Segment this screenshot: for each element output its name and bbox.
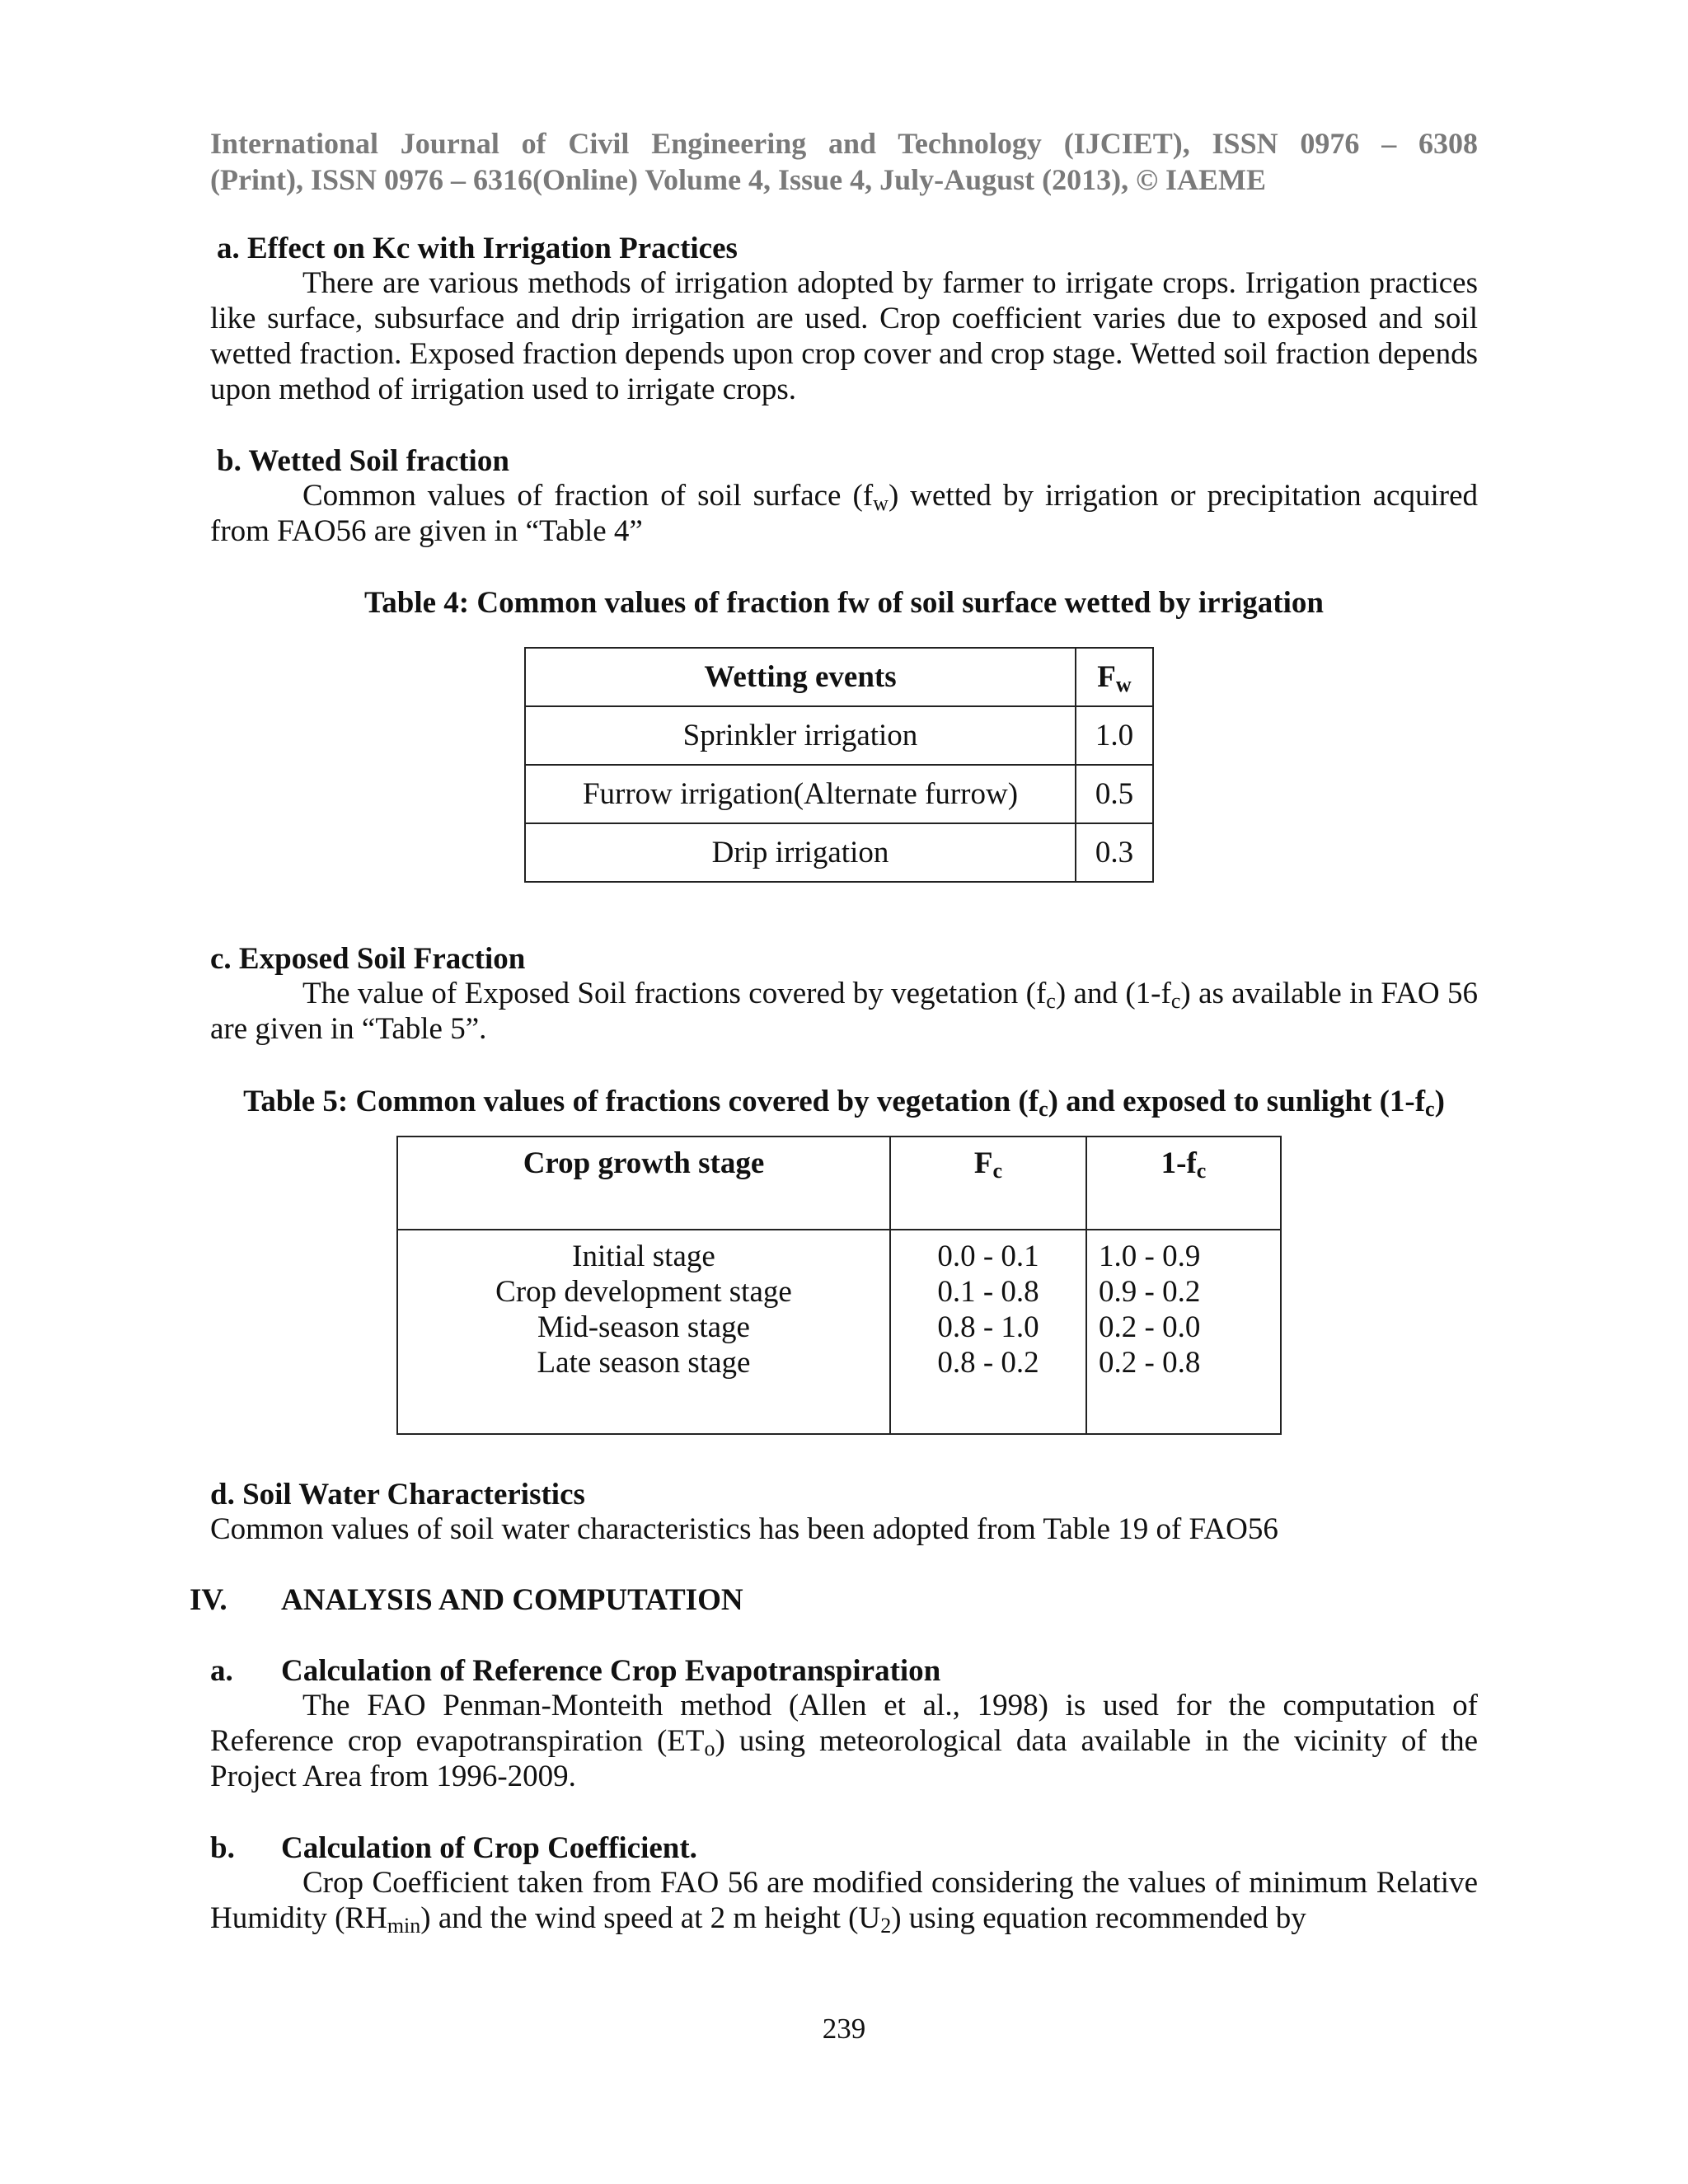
table-5-one-minus-fc: 0.9 - 0.2	[1099, 1275, 1201, 1309]
table-5-fc-cell	[890, 1230, 1086, 1434]
table-4-caption: Table 4: Common values of fraction fw of soil surface wetted by irrigation	[363, 586, 1324, 620]
table-5	[396, 1136, 1282, 1435]
table-5-col-one-minus-fc-main: 1-f	[1160, 1146, 1197, 1180]
section-d-paragraph: Common values of soil water characteristics has been adopted from Table 19 of FAO56	[210, 1512, 1278, 1546]
section-a-heading: a. Effect on Kc with Irrigation Practices	[217, 232, 738, 265]
journal-header	[210, 125, 1478, 198]
section-c-sub-2: c	[1170, 989, 1181, 1013]
table-5-stage: Mid-season stage	[537, 1310, 750, 1344]
subsection-b-sub-2: 2	[880, 1914, 892, 1938]
table-5-header-row	[397, 1137, 1281, 1230]
table-4-col-events: Wetting events	[525, 648, 1076, 706]
table-5-col-fc-sub: c	[992, 1159, 1003, 1183]
table-5-one-minus-fc: 0.2 - 0.0	[1099, 1310, 1201, 1344]
table-5-caption-2: ) and exposed to sunlight (1-f	[1048, 1085, 1426, 1118]
table-5-caption-sub-1: c	[1039, 1097, 1048, 1121]
table-5-caption-sub-2: c	[1425, 1097, 1435, 1121]
table-5-caption-3: )	[1434, 1085, 1445, 1118]
subsection-a-number: a.	[210, 1654, 233, 1688]
section-c-text-2: ) and (1-f	[1055, 977, 1171, 1010]
table-row	[525, 706, 1153, 765]
table-4-fw: 1.0	[1076, 706, 1153, 765]
subsection-a-sub: o	[704, 1736, 715, 1760]
section-d-heading: d. Soil Water Characteristics	[210, 1478, 585, 1511]
table-5-fc: 0.8 - 0.2	[937, 1346, 1039, 1380]
table-4-col-fw	[1076, 648, 1153, 706]
table-5-fc: 0.8 - 1.0	[937, 1310, 1039, 1344]
table-5-one-minus-fc: 0.2 - 0.8	[1099, 1346, 1201, 1380]
section-b-text-1: Common values of fraction of soil surface (f	[302, 479, 874, 513]
section-a-text: There are various methods of irrigation adopted by farmer to irrigate crops. Irrigation practices like surface, subsurface and drip irrigation are used. Crop coefficient varies due to exposed and soil wetted fraction. Exposed fraction depends upon crop cover and crop stage. Wetted soil fraction depends upon method of irrigation used to irrigate crops.	[210, 266, 1478, 406]
subsection-b-sub-1: min	[387, 1914, 421, 1938]
table-4-col-fw-sub: w	[1115, 673, 1132, 696]
table-4-col-fw-main: F	[1097, 660, 1116, 694]
table-4-event: Sprinkler irrigation	[525, 706, 1076, 765]
table-4-fw: 0.5	[1076, 765, 1153, 823]
table-5-stage-cell	[397, 1230, 890, 1434]
table-5-fc: 0.1 - 0.8	[937, 1275, 1039, 1309]
table-4	[524, 647, 1154, 883]
section-c-paragraph	[210, 976, 1478, 1047]
subsection-b-text-1: Crop Coefficient taken from FAO 56 are modified considering the values of minimum Relative Humidity (RH	[210, 1866, 1478, 1935]
subsection-b-number: b.	[210, 1831, 235, 1865]
subsection-b-text-2: ) and the wind speed at 2 m height (U	[420, 1901, 881, 1935]
subsection-a-text-1: The FAO Penman-Monteith method (Allen et al., 1998) is used for the computation of Reference crop evapotranspiration (ET	[210, 1689, 1478, 1758]
subsection-b-heading: Calculation of Crop Coefficient.	[281, 1831, 697, 1865]
section-iv-number: IV.	[190, 1583, 227, 1617]
table-4-fw: 0.3	[1076, 823, 1153, 882]
section-iv-heading: ANALYSIS AND COMPUTATION	[281, 1583, 743, 1617]
table-5-one-minus-fc: 1.0 - 0.9	[1099, 1240, 1201, 1273]
table-4-event: Drip irrigation	[525, 823, 1076, 882]
table-5-caption	[0, 1084, 1688, 1120]
subsection-b-text-3: ) using equation recommended by	[891, 1901, 1306, 1935]
table-4-event: Furrow irrigation(Alternate furrow)	[525, 765, 1076, 823]
table-5-one-minus-fc-cell	[1086, 1230, 1281, 1434]
section-b-text-2: ) wetted by irrigation or precipitation acquired from FAO56 are given in “Table 4”	[210, 479, 1478, 548]
journal-header-line-1: International Journal of Civil Engineering and Technology (IJCIET), ISSN 0976 – 6308	[210, 127, 1478, 160]
table-5-fc: 0.0 - 0.1	[937, 1240, 1039, 1273]
section-c-text-3: ) as available in FAO 56 are given in “Table 5”.	[210, 977, 1479, 1046]
subsection-a-text-2: ) using meteorological data available in the vicinity of the Project Area from 1996-2009.	[210, 1724, 1478, 1793]
section-b-heading: b. Wetted Soil fraction	[217, 444, 509, 478]
table-row	[525, 823, 1153, 882]
table-5-col-one-minus-fc	[1086, 1137, 1281, 1230]
table-5-col-one-minus-fc-sub: c	[1196, 1159, 1207, 1183]
table-5-col-fc-main: F	[973, 1146, 993, 1180]
subsection-a-paragraph	[210, 1688, 1478, 1794]
section-c-text-1: The value of Exposed Soil fractions covered by vegetation (f	[302, 977, 1047, 1010]
table-5-col-stage: Crop growth stage	[397, 1137, 890, 1230]
table-4-header-row	[525, 648, 1153, 706]
section-b-paragraph	[210, 478, 1478, 549]
table-5-col-fc	[890, 1137, 1086, 1230]
table-5-stage: Late season stage	[537, 1346, 751, 1380]
table-row	[525, 765, 1153, 823]
subsection-b-paragraph	[210, 1865, 1478, 1936]
section-c-heading: c. Exposed Soil Fraction	[210, 942, 526, 976]
subsection-a-heading: Calculation of Reference Crop Evapotranspiration	[281, 1654, 941, 1688]
page-number: 239	[822, 2013, 866, 2045]
table-5-stage: Initial stage	[572, 1240, 715, 1273]
table-row	[397, 1230, 1281, 1434]
table-5-caption-1: Table 5: Common values of fractions covered by vegetation (f	[243, 1085, 1039, 1118]
section-c-sub-1: c	[1046, 989, 1056, 1013]
section-a-paragraph	[210, 265, 1478, 407]
journal-header-line-2: (Print), ISSN 0976 – 6316(Online) Volume 4, Issue 4, July-August (2013), © IAEME	[210, 163, 1267, 196]
table-5-stage: Crop development stage	[495, 1275, 792, 1309]
section-b-sub: w	[873, 491, 889, 515]
